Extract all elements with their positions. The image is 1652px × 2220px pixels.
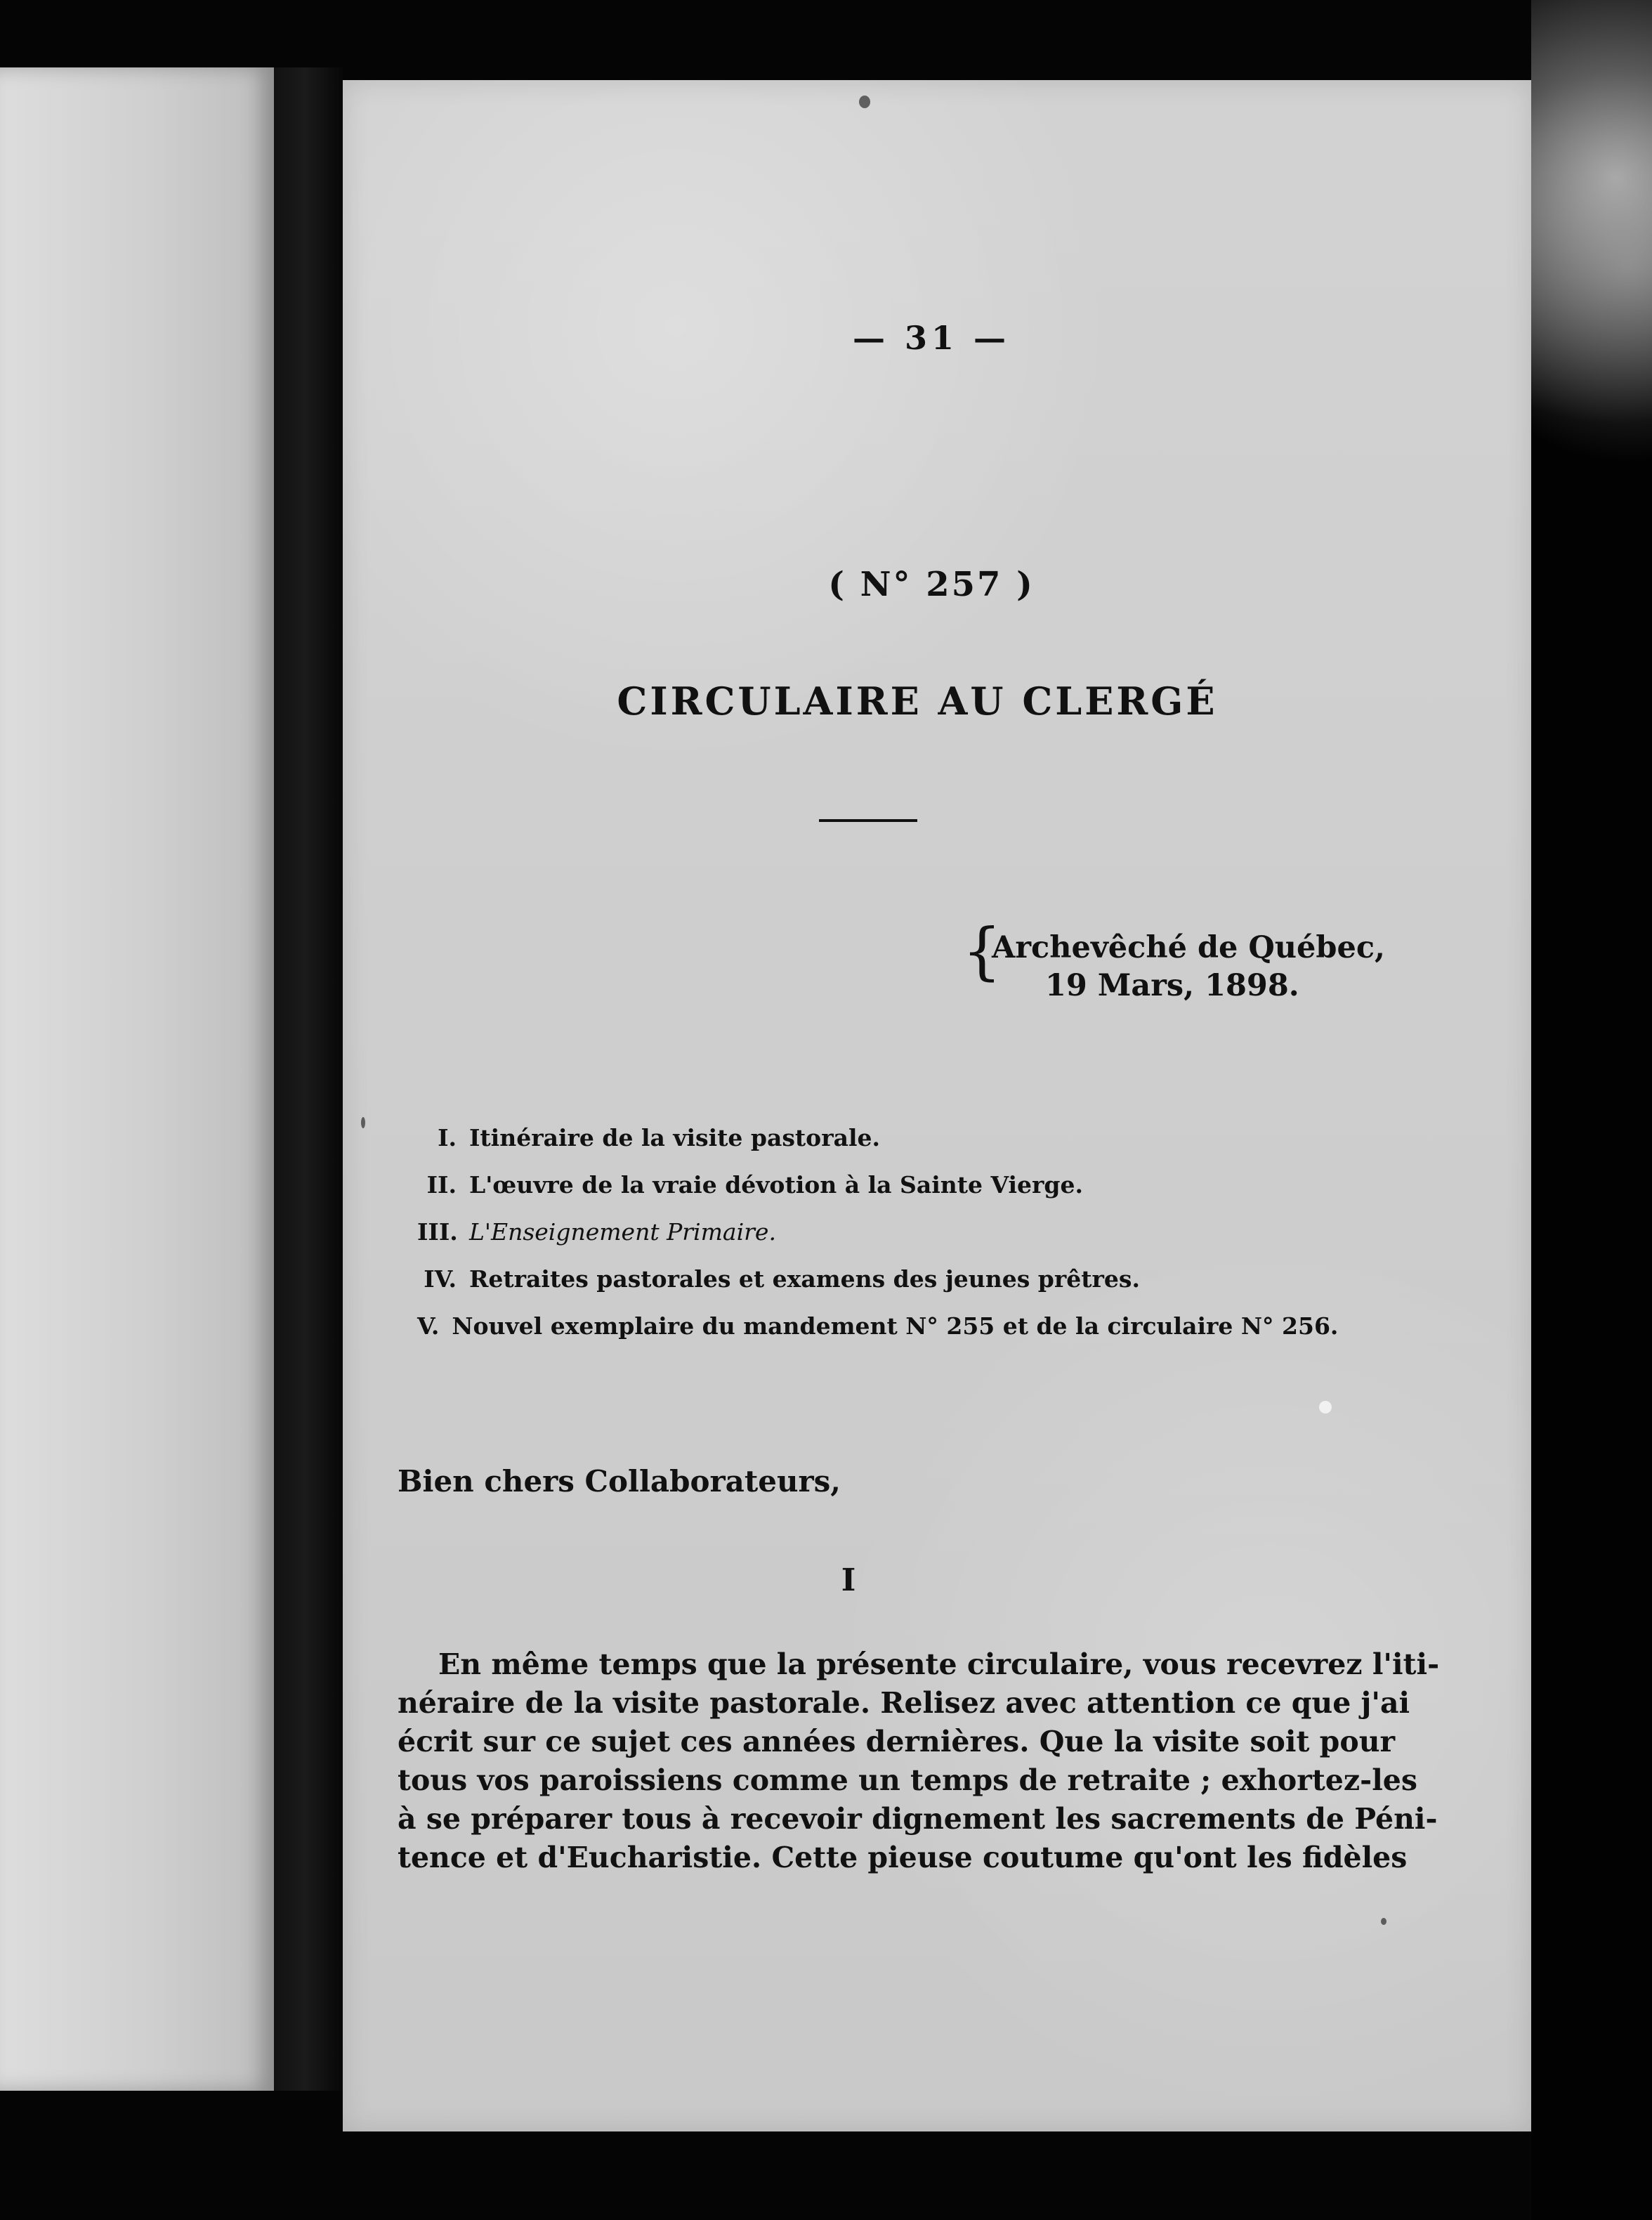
topic-text: Retraites pastorales et examens des jeunes prêtres. xyxy=(469,1265,1140,1293)
topic-text: L'œuvre de la vraie dévotion à la Sainte Vierge. xyxy=(469,1171,1083,1199)
dateline xyxy=(962,915,1385,1007)
body-line: tous vos paroissiens comme un temps de retraite ; exhortez-les xyxy=(398,1763,1417,1797)
topic-number: V. xyxy=(417,1312,440,1340)
page-text-block xyxy=(343,80,1531,2131)
right-scan-edge xyxy=(1531,0,1652,2220)
topic-number: IV. xyxy=(424,1265,457,1293)
salutation: Bien chers Collaborateurs, xyxy=(398,1464,841,1498)
document-number: ( N° 257 ) xyxy=(828,565,1035,604)
title-rule xyxy=(819,819,917,822)
right-page xyxy=(343,80,1531,2131)
topics-list xyxy=(417,1114,1339,1350)
topic-item xyxy=(417,1302,1339,1350)
topic-text: Nouvel exemplaire du mandement N° 255 et de la circulaire N° 256. xyxy=(452,1312,1339,1340)
body-text xyxy=(398,1645,1440,1877)
body-line: tence et d'Eucharistie. Cette pieuse coutume qu'ont les fidèles xyxy=(398,1841,1408,1874)
body-line: écrit sur ce sujet ces années dernières. Que la visite soit pour xyxy=(398,1725,1396,1758)
topic-number: I. xyxy=(438,1124,457,1151)
scan-dust-mark xyxy=(1381,1918,1386,1925)
topic-item xyxy=(417,1255,1260,1302)
body-line: En même temps que la présente circulaire, vous recevrez l'iti- xyxy=(438,1647,1440,1681)
dateline-brace-icon: { xyxy=(962,915,1002,987)
topic-number: III. xyxy=(417,1218,458,1246)
topic-item xyxy=(417,1161,1260,1208)
body-line: à se préparer tous à recevoir dignement les sacrements de Péni- xyxy=(398,1802,1438,1836)
topic-text: Itinéraire de la visite pastorale. xyxy=(469,1124,880,1151)
body-line: néraire de la visite pastorale. Relisez avec attention ce que j'ai xyxy=(398,1686,1410,1720)
topic-item xyxy=(417,1208,1260,1255)
scan-dust-mark xyxy=(361,1117,365,1128)
book-gutter xyxy=(274,67,343,2091)
topic-text: L'Enseignement Primaire. xyxy=(469,1218,776,1246)
dateline-date: 19 Mars, 1898. xyxy=(1045,968,1299,1003)
scan-dust-mark xyxy=(1319,1401,1332,1413)
topic-number: II. xyxy=(426,1171,457,1199)
page-title: CIRCULAIRE AU CLERGÉ xyxy=(617,679,1218,724)
scan-dust-mark xyxy=(859,96,870,108)
dateline-place: Archevêché de Québec, xyxy=(992,930,1385,965)
topic-item xyxy=(417,1114,1260,1161)
page-number: — 31 — xyxy=(852,319,1011,357)
left-facing-page xyxy=(0,67,274,2091)
section-mark: I xyxy=(841,1562,856,1598)
